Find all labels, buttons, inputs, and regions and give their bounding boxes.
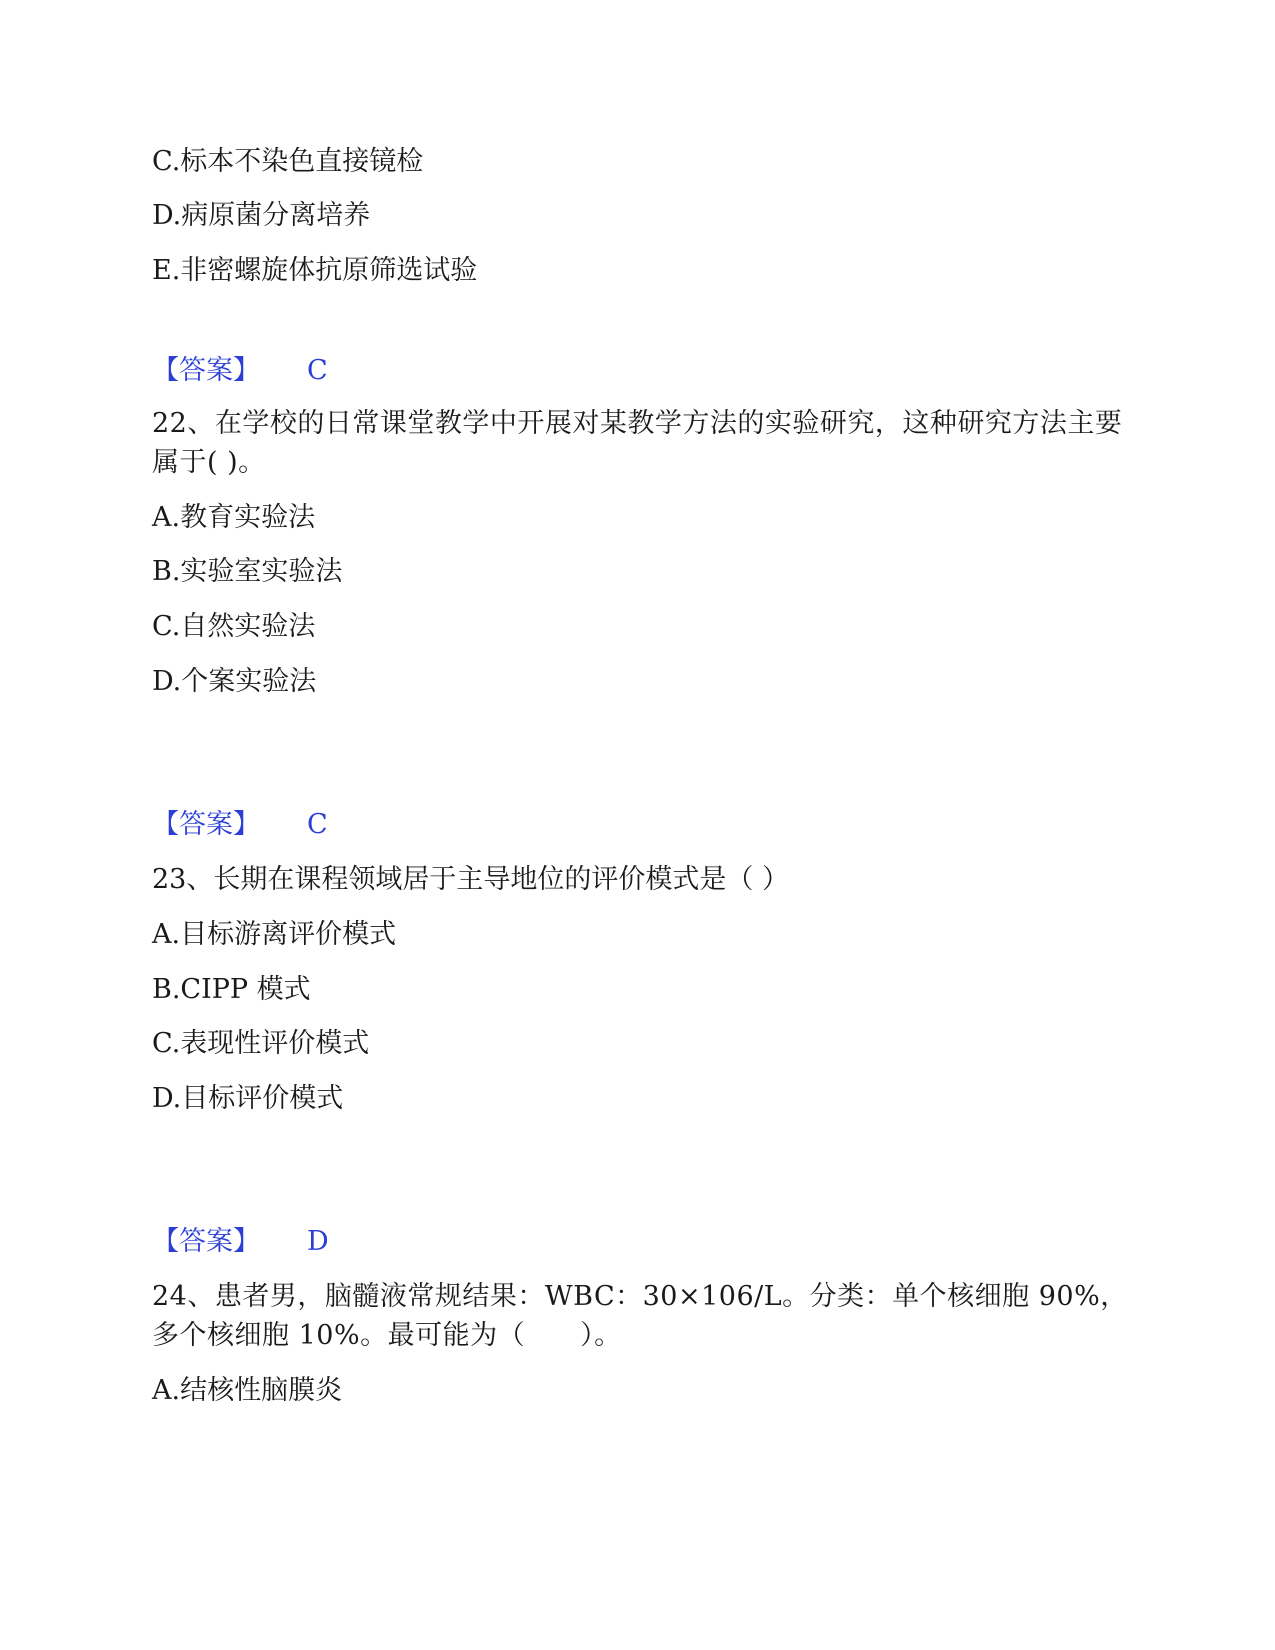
answer-value: C bbox=[307, 355, 328, 386]
q23-answer bbox=[152, 1222, 329, 1262]
q22-question: 22、在学校的日常课堂教学中开展对某教学方法的实验研究，这种研究方法主要属于( )。 bbox=[152, 408, 1123, 478]
answer-label: 【答案】 bbox=[152, 355, 260, 386]
answer-label: 【答案】 bbox=[152, 809, 260, 840]
q23-option-a: A.目标游离评价模式 bbox=[152, 919, 397, 950]
q21-answer bbox=[152, 351, 328, 391]
answer-label: 【答案】 bbox=[152, 1226, 260, 1257]
q22-option-d: D.个案实验法 bbox=[152, 666, 317, 697]
q24-question: 24、患者男，脑髓液常规结果：WBC：30×106/L。分类：单个核细胞 90%，多个核细胞 10%。最可能为（ ）。 bbox=[152, 1281, 1128, 1351]
q23-option-b: B.CIPP 模式 bbox=[152, 974, 311, 1005]
answer-value: D bbox=[307, 1226, 329, 1257]
q22-option-b: B.实验室实验法 bbox=[152, 556, 343, 587]
q23-option-d: D.目标评价模式 bbox=[152, 1083, 344, 1114]
answer-value: C bbox=[307, 809, 328, 840]
q21-option-d: D.病原菌分离培养 bbox=[152, 200, 371, 231]
q21-option-e: E.非密螺旋体抗原筛选试验 bbox=[152, 255, 478, 286]
q23-question: 23、长期在课程领域居于主导地位的评价模式是（ ） bbox=[152, 864, 789, 895]
q23-option-c: C.表现性评价模式 bbox=[152, 1028, 370, 1059]
q22-option-c: C.自然实验法 bbox=[152, 611, 316, 642]
q22-answer bbox=[152, 805, 328, 845]
q21-option-c: C.标本不染色直接镜检 bbox=[152, 146, 424, 177]
q24-option-a: A.结核性脑膜炎 bbox=[152, 1375, 343, 1406]
q22-option-a: A.教育实验法 bbox=[152, 502, 316, 533]
